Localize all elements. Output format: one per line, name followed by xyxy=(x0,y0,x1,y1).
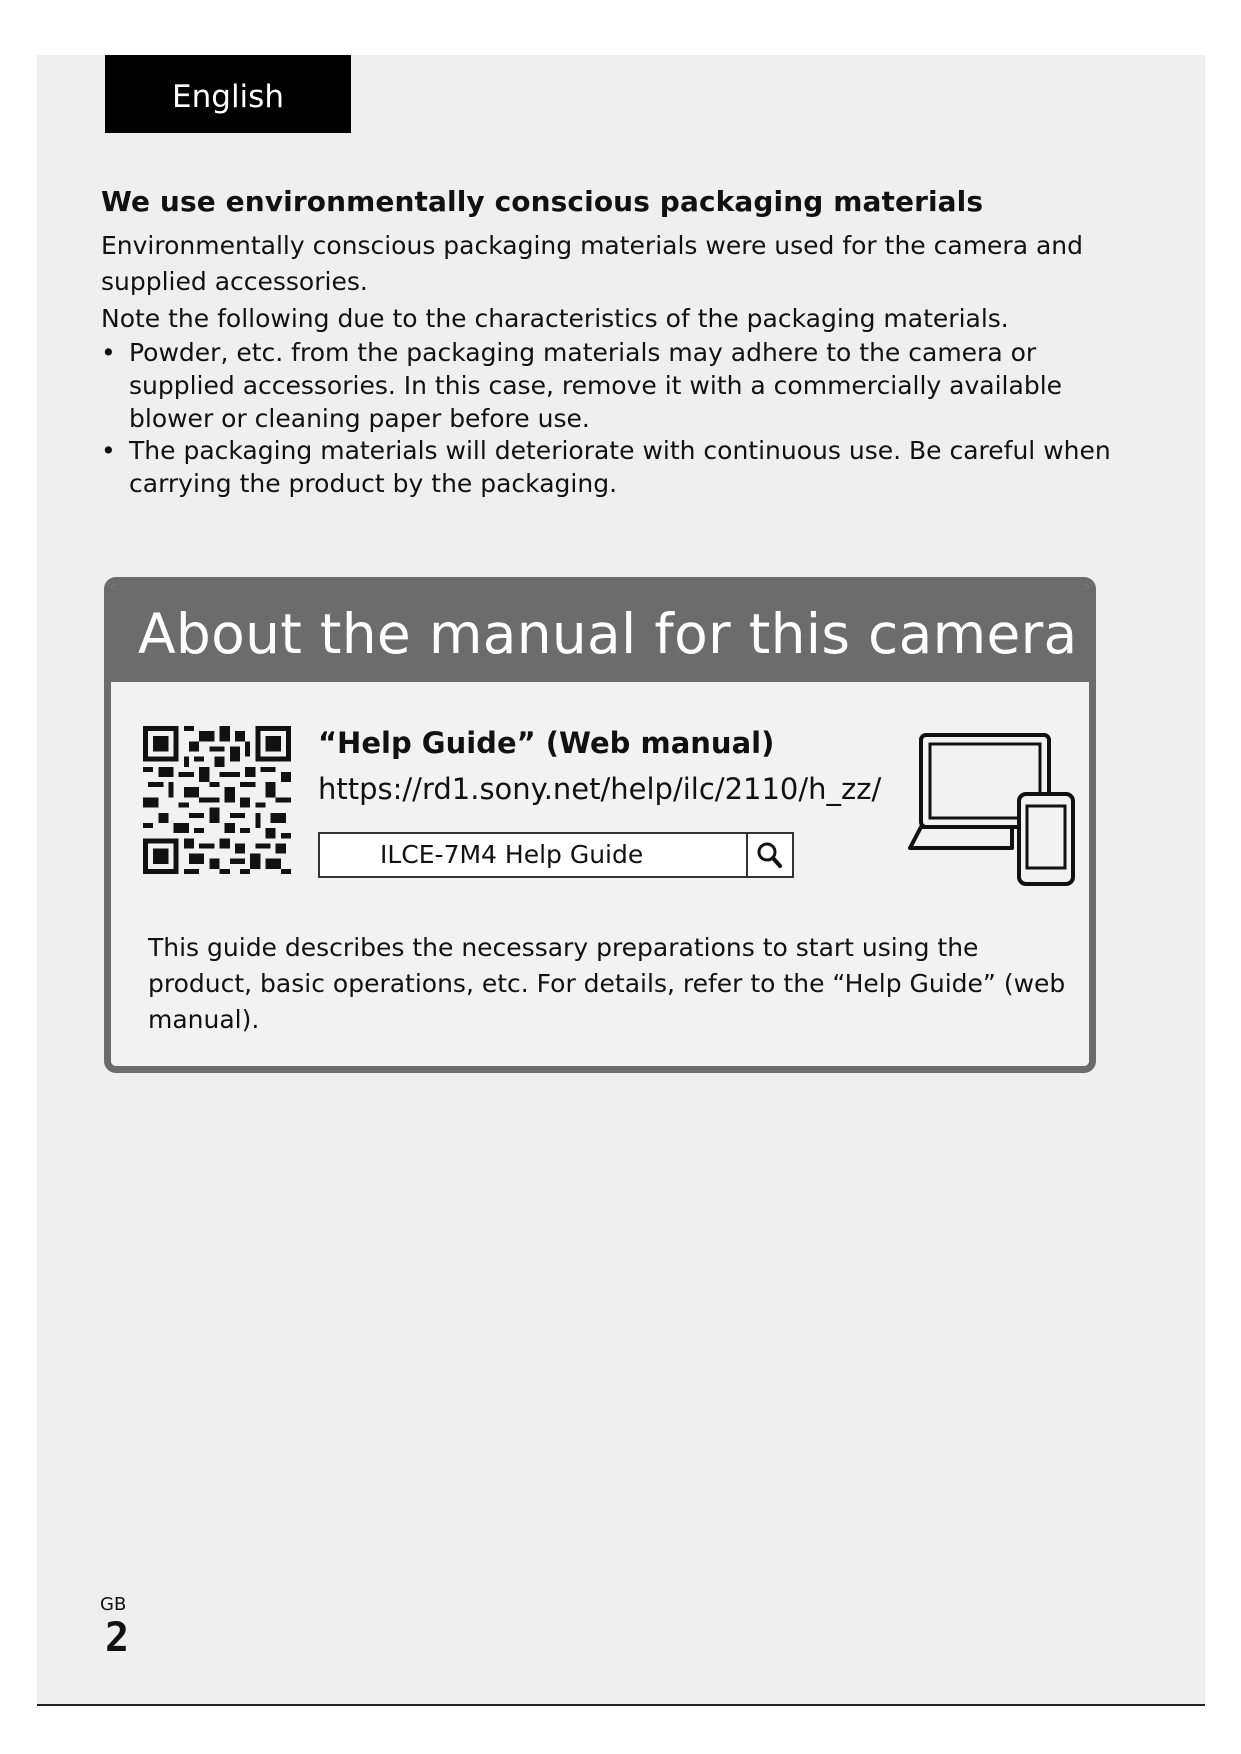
bullet-item xyxy=(101,434,1111,500)
language-tab xyxy=(105,55,351,133)
qr-code-icon xyxy=(143,726,291,874)
language-label: English xyxy=(172,79,284,115)
search-icon xyxy=(748,834,792,876)
help-guide-search-box xyxy=(318,832,794,878)
bullet-text: Powder, etc. from the packaging materials may adhere to the camera or supplied accessories. In this case, remove it with a commercially available blower or cleaning paper before use. xyxy=(129,338,1063,433)
packaging-intro: Environmentally conscious packaging materials were used for the camera and supplied accessories. xyxy=(101,231,1084,296)
search-button xyxy=(746,834,792,876)
bottom-rule xyxy=(37,1704,1205,1706)
bullet-dot: • xyxy=(101,338,116,367)
bullet-text: The packaging materials will deteriorate with continuous use. Be careful when carrying the product by the packaging. xyxy=(129,436,1111,498)
manual-box-title: About the manual for this camera xyxy=(138,602,1078,666)
search-text: ILCE-7M4 Help Guide xyxy=(380,840,644,869)
manual-description: This guide describes the necessary preparations to start using the product, basic operations, etc. For details, refer to the “Help Guide” (web manual). xyxy=(148,933,1066,1034)
bullet-dot: • xyxy=(101,436,116,465)
packaging-heading: We use environmentally conscious packaging materials xyxy=(101,185,984,218)
manual-box-header xyxy=(111,584,1089,682)
page-number: 2 xyxy=(105,1615,130,1661)
laptop-smartphone-icon xyxy=(908,732,1080,888)
bullet-item xyxy=(101,336,1111,435)
help-guide-url[interactable]: https://rd1.sony.net/help/ilc/2110/h_zz/ xyxy=(318,772,882,806)
region-code: GB xyxy=(100,1594,127,1615)
packaging-note: Note the following due to the characteristics of the packaging materials. xyxy=(101,304,1009,333)
help-guide-title: “Help Guide” (Web manual) xyxy=(318,726,775,760)
